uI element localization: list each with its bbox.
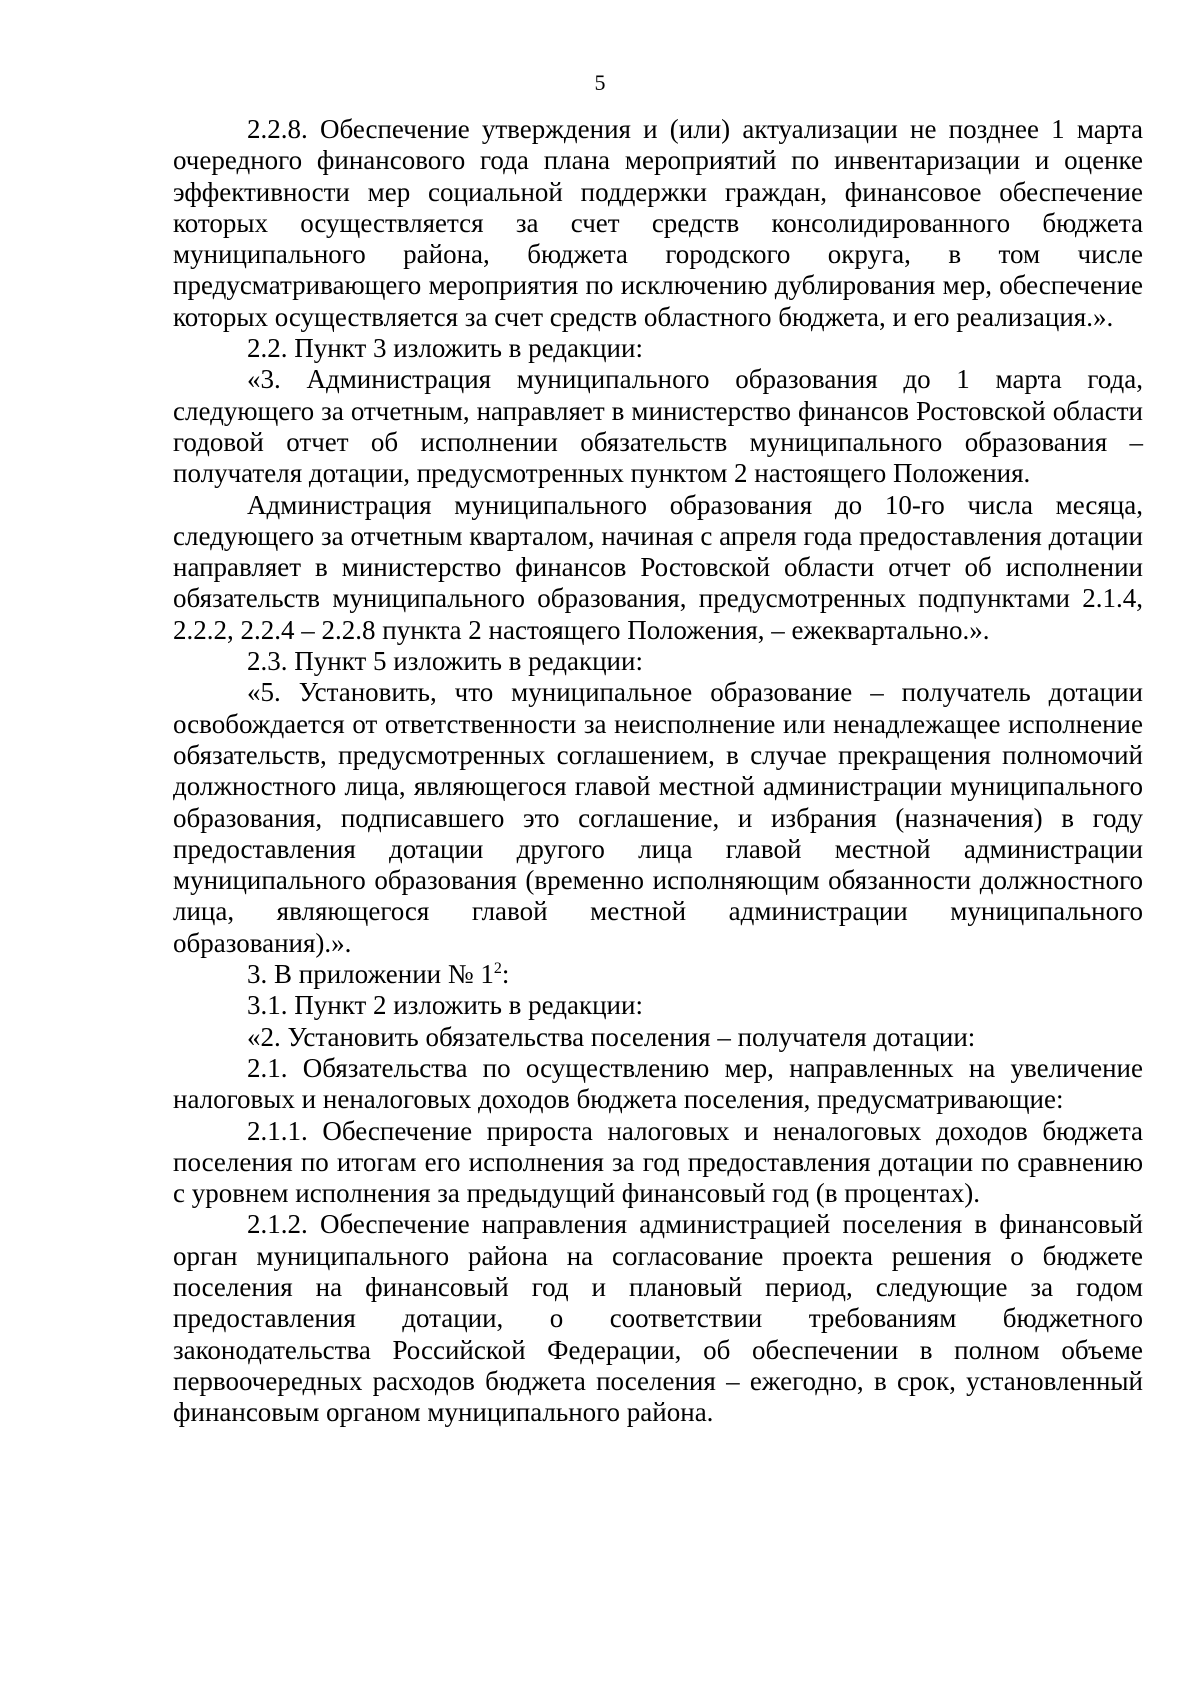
appendix-heading-text: 3. В приложении № 1 xyxy=(247,959,494,990)
paragraph-2-3-heading: 2.3. Пункт 5 изложить в редакции: xyxy=(247,646,643,677)
document-body xyxy=(173,114,1143,1428)
appendix-superscript: 2 xyxy=(493,960,502,978)
paragraph-2-2-8: 2.2.8. Обеспечение утверждения и (или) актуализации не позднее 1 марта очередного финансового года плана мероприятий по инвентаризации и оценке эффективности мер социальной поддержки граждан, финансовое обеспечение которых осуществляется за счет средств консолидированного бюджета муниципального района, бюджета городского округа, в том числе предусматривающего мероприятия по исключению дублирования мер, обеспечение которых осуществляется за счет средств областного бюджета, и его реализация.». xyxy=(173,114,1143,332)
paragraph-2-2-heading: 2.2. Пункт 3 изложить в редакции: xyxy=(247,333,643,364)
paragraph-2-1: 2.1. Обязательства по осуществлению мер, направленных на увеличение налоговых и неналоговых доходов бюджета поселения, предусматривающие: xyxy=(173,1052,1143,1115)
paragraph-3-heading xyxy=(173,959,1143,990)
paragraph-2-1-1: 2.1.1. Обеспечение прироста налоговых и неналоговых доходов бюджета поселения по итогам его исполнения за год предоставления дотации по сравнению с уровнем исполнения за предыдущий финансовый год (в процентах). xyxy=(173,1115,1143,1209)
paragraph-2-1-2: 2.1.2. Обеспечение направления администрацией поселения в финансовый орган муниципального района на согласование проекта решения о бюджете поселения на финансовый год и плановый период, следующие за годом предоставления дотации, о соответствии требованиям бюджетного законодательства Российской Федерации, об обеспечении в полном объеме первоочередных расходов бюджета поселения – ежегодно, в срок, установленный финансовым органом муниципального района. xyxy=(173,1209,1143,1428)
appendix-heading-colon: : xyxy=(501,959,510,990)
paragraph-quarterly-report: Администрация муниципального образования до 10-го числа месяца, следующего за отчетным кварталом, начиная с апреля года предоставления дотации направляет в министерство финансов Ростовской области отчет об исполнении обязательств муниципального образования, предусмотренных подпунктами 2.1.4, 2.2.2, 2.2.4 – 2.2.8 пункта 2 настоящего Положения, – ежеквартально.». xyxy=(173,489,1143,645)
paragraph-3-1-heading: 3.1. Пункт 2 изложить в редакции: xyxy=(247,990,643,1021)
page-number: 5 xyxy=(594,70,606,95)
paragraph-item-3: «3. Администрация муниципального образования до 1 марта года, следующего за отчетным, направляет в министерство финансов Ростовской области годовой отчет об исполнении обязательств муниципального образования – получателя дотации, предусмотренных пунктом 2 настоящего Положения. xyxy=(173,364,1143,489)
paragraph-item-2: «2. Установить обязательства поселения – получателя дотации: xyxy=(247,1021,976,1052)
paragraph-item-5: «5. Установить, что муниципальное образование – получатель дотации освобождается от ответственности за неисполнение или ненадлежащее исполнение обязательств, предусмотренных соглашением, в случае прекращения полномочий должностного лица, являющегося главой местной администрации муниципального образования, подписавшего это соглашение, и избрания (назначения) в году предоставления дотации другого лица главой местной администрации муниципального образования (временно исполняющим обязанности должностного лица, являющегося главой местной администрации муниципального образования).». xyxy=(173,677,1143,958)
